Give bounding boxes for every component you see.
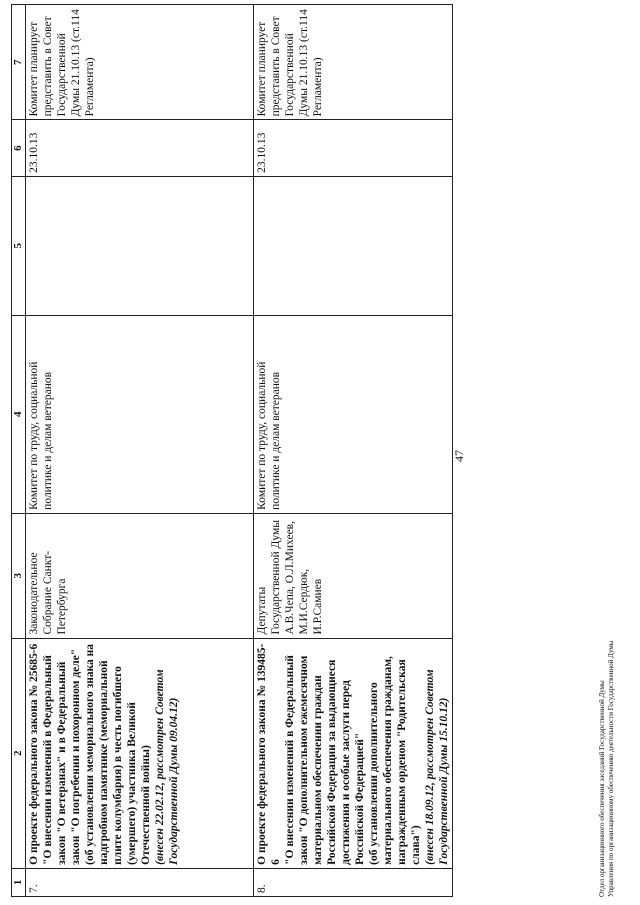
- footer-line-2: Управления по организационному обеспечению деятельности Государственной Думы: [607, 640, 615, 897]
- column-header-2: 2: [12, 638, 26, 868]
- page-footer: [598, 641, 616, 897]
- bill-name: "О внесении изменений в Федеральный закон "О ветеранах" и в Федеральный закон "О погребении и похоронном деле": [42, 648, 82, 865]
- table-row: [254, 5, 453, 897]
- author-cell: Депутаты Государственной Думы А.В.Чепа, О.Л.Михеев, М.И.Сердюк, И.Р.Самиев: [254, 513, 453, 638]
- plan-cell: Комитет планирует представить в Совет Государственной Думы 21.10.13 (ст.114 Регламента): [254, 5, 453, 120]
- column-5-cell: [254, 176, 453, 315]
- bill-description: (об установлении дополнительного материального обеспечения гражданам, награжденным орденом "Родительская слава"): [368, 656, 422, 865]
- bill-note: (внесен 22.02.12, рассмотрен Советом Государственной Думы 09.04.12): [154, 669, 180, 865]
- bill-cell: [26, 638, 254, 868]
- bill-note: (внесен 18.09.12, рассмотрен Советом Государственной Думы 15.10.12): [424, 669, 450, 865]
- bill-title: О проекте федерального закона № 25685-6: [28, 643, 40, 865]
- column-header-6: 6: [12, 120, 26, 176]
- committee-cell: Комитет по труду, социальной политике и делам ветеранов: [254, 315, 453, 513]
- author-cell: Законодательное Собрание Санкт-Петербурга: [26, 513, 254, 638]
- bill-name: "О внесении изменений в Федеральный закон "О дополнительном ежемесячном материальном обеспечении граждан Российской Федерации за выдающиеся достижения и особые заслуги перед Российской Федерацией": [284, 655, 366, 865]
- bill-cell: [254, 638, 453, 868]
- bill-title: О проекте федерального закона № 139485-6: [256, 643, 282, 865]
- column-header-4: 4: [12, 315, 26, 513]
- column-5-cell: [26, 176, 254, 315]
- bill-description: (об установлении мемориального знака на надгробном памятнике (мемориальной плите колумбария) в честь погибшего (умершего) участника Великой Отечественной войны): [84, 643, 152, 865]
- table-row: [26, 5, 254, 897]
- row-number: 7.: [26, 868, 254, 896]
- page-number: 47: [452, 450, 466, 462]
- date-cell: 23.10.13: [254, 120, 453, 176]
- committee-cell: Комитет по труду, социальной политике и делам ветеранов: [26, 315, 254, 513]
- date-cell: 23.10.13: [26, 120, 254, 176]
- footer-line-1: Отдел организационного обеспечения заседаний Государственной Думы: [598, 680, 606, 897]
- table-header-row: [12, 5, 26, 897]
- column-header-5: 5: [12, 176, 26, 315]
- column-header-7: 7: [12, 5, 26, 120]
- bills-table: [11, 4, 453, 897]
- column-header-3: 3: [12, 513, 26, 638]
- row-number: 8.: [254, 868, 453, 896]
- column-header-1: 1: [12, 868, 26, 896]
- plan-cell: Комитет планирует представить в Совет Государственной Думы 21.10.13 (ст.114 Регламента): [26, 5, 254, 120]
